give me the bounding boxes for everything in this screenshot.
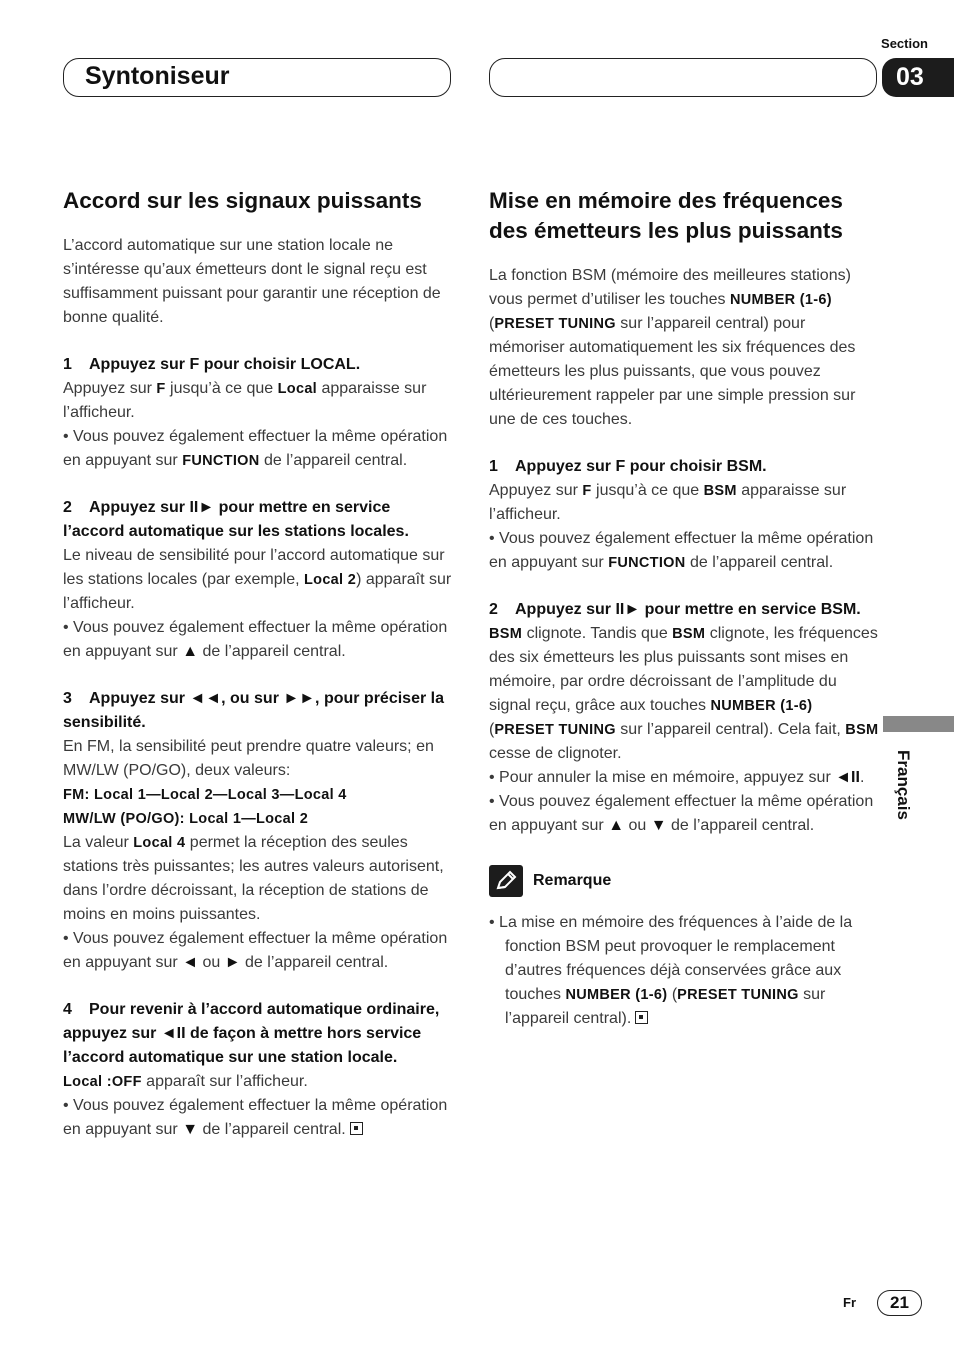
end-mark-icon [635, 1011, 648, 1024]
left-step-3-mw-values: MW/LW (PO/GO): Local 1—Local 2 [63, 811, 309, 827]
right-step-1-text: Appuyez sur F jusqu’à ce que BSM apparaisse sur l’afficheur. [489, 482, 847, 523]
note-header [489, 865, 879, 897]
right-step-2-text: BSM clignote. Tandis que BSM clignote, les fréquences des six émetteurs les plus puissants sont mises en mémoire, par ordre décroissant de l’amplitude du signal reçu, grâce aux touches NUMBER (1-6) (PRESET TUNING sur l’appareil central). Cela fait, BSM cesse de clignoter. [489, 625, 879, 762]
up-arrow-icon: ▲ [608, 817, 625, 834]
page-title: Syntoniseur [85, 62, 230, 90]
right-step-2-bullet-1: • Pour annuler la mise en mémoire, appuyez sur ◄II. [489, 769, 865, 786]
page-number: 21 [877, 1290, 922, 1316]
right-step-2-title: 2 Appuyez sur II► pour mettre en service BSM. [489, 601, 861, 618]
footer-language-code: Fr [843, 1295, 856, 1310]
left-step-3-text: En FM, la sensibilité peut prendre quatre valeurs; en MW/LW (PO/GO), deux valeurs: [63, 738, 434, 779]
left-arrow-icon: ◄ [182, 954, 199, 971]
up-arrow-icon: ▲ [182, 643, 199, 660]
right-column [489, 186, 879, 1031]
left-step-3-text-2: La valeur Local 4 permet la réception des seules stations très puissantes; les autres valeurs autorisent, dans l’ordre décroissant, la réception de stations de moins en moins puissantes. [63, 834, 444, 923]
back-pause-icon: ◄II [160, 1025, 186, 1042]
left-step-2-bullet: • Vous pouvez également effectuer la même opération en appuyant sur ▲ de l’appareil central. [63, 619, 448, 660]
left-step-3-bullet: • Vous pouvez également effectuer la même opération en appuyant sur ◄ ou ► de l’appareil central. [63, 930, 448, 971]
note-title: Remarque [533, 872, 612, 889]
right-step-1-title: 1 Appuyez sur F pour choisir BSM. [489, 458, 767, 475]
right-heading: Mise en mémoire des fréquences des émetteurs les plus puissants [489, 188, 843, 243]
language-label: Français [894, 750, 913, 820]
left-step-4-bullet: • Vous pouvez également effectuer la même opération en appuyant sur ▼ de l’appareil central. [63, 1097, 448, 1138]
right-step-1-bullet: • Vous pouvez également effectuer la même opération en appuyant sur FUNCTION de l’appareil central. [489, 530, 874, 571]
pencil-note-icon [489, 865, 523, 897]
left-step-3-title: 3 Appuyez sur ◄◄, ou sur ►►, pour préciser la sensibilité. [63, 690, 444, 731]
right-step-2-bullet-2: • Vous pouvez également effectuer la même opération en appuyant sur ▲ ou ▼ de l’appareil central. [489, 793, 874, 834]
end-mark-icon [350, 1122, 363, 1135]
section-label: Section [881, 36, 928, 51]
left-step-2-title: 2 Appuyez sur II► pour mettre en service l’accord automatique sur les stations locales. [63, 499, 409, 540]
left-step-4-text: Local :OFF apparaît sur l’afficheur. [63, 1073, 308, 1090]
left-step-1-bullet: • Vous pouvez également effectuer la même opération en appuyant sur FUNCTION de l’appareil central. [63, 428, 448, 469]
rewind-icon: ◄◄ [189, 690, 222, 707]
left-step-1-text: Appuyez sur F jusqu’à ce que Local apparaisse sur l’afficheur. [63, 380, 427, 421]
left-step-2-text: Le niveau de sensibilité pour l’accord automatique sur les stations locales (par exemple, Local 2) apparaît sur l’afficheur. [63, 547, 452, 612]
down-arrow-icon: ▼ [182, 1121, 199, 1138]
right-intro: La fonction BSM (mémoire des meilleures stations) vous permet d’utiliser les touches NUMBER (1-6) (PRESET TUNING sur l’appareil central) pour mémoriser automatiquement les six fréquences des émetteurs les plus puissants, que vous pouvez ultérieurement rappeler par une simple pression sur une de ces touches. [489, 267, 856, 428]
left-intro: L’accord automatique sur une station locale ne s’intéresse qu’aux émetteurs dont le signal reçu est suffisamment puissant pour garantir une réception de bonne qualité. [63, 237, 441, 326]
right-arrow-icon: ► [224, 954, 241, 971]
note-text: • La mise en mémoire des fréquences à l’aide de la fonction BSM peut provoquer le remplacement d’autres fréquences déjà conservées grâce aux touches NUMBER (1-6) (PRESET TUNING sur l’appareil central). [489, 914, 853, 1027]
left-step-3-fm-values: FM: Local 1—Local 2—Local 3—Local 4 [63, 787, 347, 803]
left-step-1-title: 1 Appuyez sur F pour choisir LOCAL. [63, 356, 361, 373]
section-number-badge: 03 [882, 58, 954, 97]
header-pill-right [489, 58, 877, 97]
down-arrow-icon: ▼ [650, 817, 667, 834]
fast-forward-icon: ►► [283, 690, 316, 707]
left-step-4-title: 4 Pour revenir à l’accord automatique ordinaire, appuyez sur ◄II de façon à mettre hors service l’accord automatique sur une station locale. [63, 1001, 440, 1066]
left-column [63, 186, 453, 1142]
back-pause-icon: ◄II [835, 769, 860, 786]
language-tab [883, 716, 954, 732]
left-heading: Accord sur les signaux puissants [63, 188, 422, 213]
